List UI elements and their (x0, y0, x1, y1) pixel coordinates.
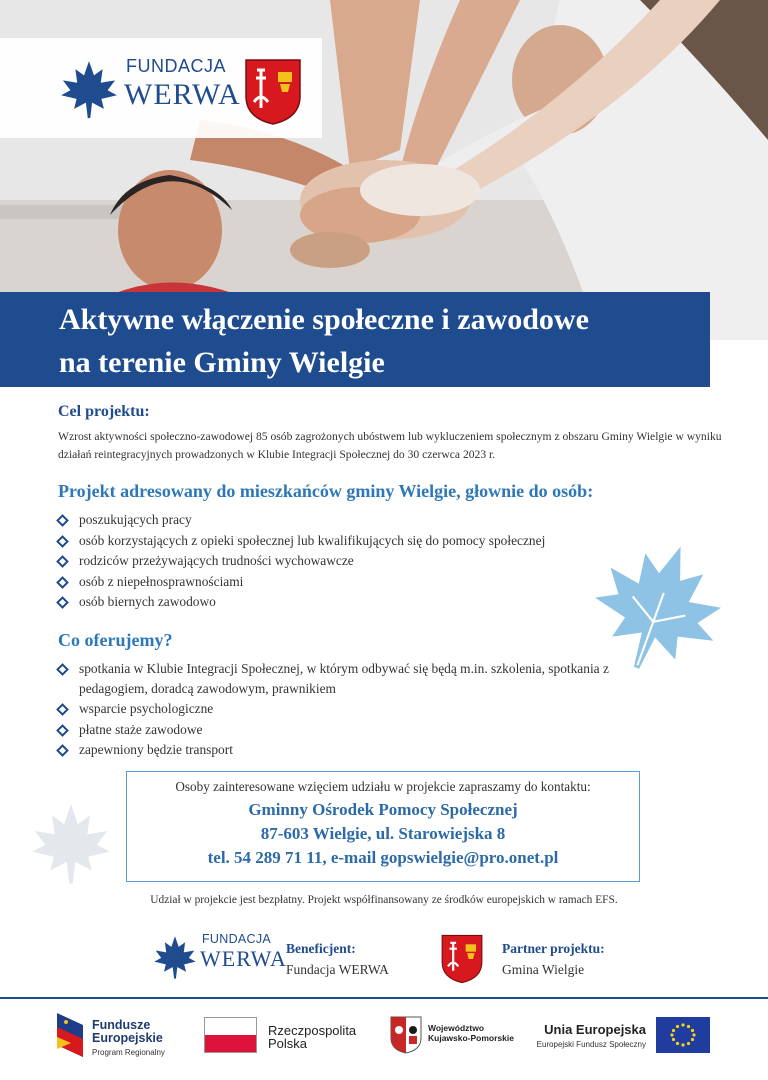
target-list (58, 510, 545, 613)
polish-flag-icon (204, 1017, 257, 1053)
fe-line-3: Program Regionalny (92, 1048, 165, 1057)
fe-line-2: Europejskie (92, 1031, 163, 1045)
maple-leaf-watermark-icon (28, 800, 114, 886)
target-heading: Projekt adresowany do mieszkańców gminy Wielgie, głownie do osób: (58, 481, 594, 501)
logo-fundacja-text: FUNDACJA (202, 932, 272, 946)
contact-address: 87-603 Wielgie, ul. Starowiejska 8 (260, 824, 506, 843)
kujawsko-pomorskie-logo (428, 1023, 514, 1043)
goal-text: Wzrost aktywności społeczno-zawodowej 85 osób zagrożonych ubóstwem lub wykluczeniem społecznym z obszaru Gminy Wielgie w wyniku działań reintegracyjnych prowadzonych w Klubie Integracji Społecznej do 30 czerwca 2023 r. (58, 430, 722, 461)
beneficiary-logo (152, 930, 287, 988)
unia-europejska-logo (530, 1023, 646, 1049)
list-item (58, 572, 545, 593)
diamond-bullet-icon (56, 514, 69, 527)
partner-info (502, 939, 605, 981)
kujawsko-pomorskie-crest-icon (390, 1016, 422, 1054)
list-item-text: rodziców przeżywających trudności wychowawcze (79, 553, 354, 568)
contact-phone-email[interactable]: tel. 54 289 71 11, e-mail gopswielgie@pro.onet.pl (207, 848, 559, 867)
coat-of-arms-icon (440, 934, 484, 984)
contact-organization: Gminny Ośrodek Pomocy Społecznej (248, 800, 518, 819)
offer-list (58, 659, 618, 761)
logo-werwa-text: WERWA (124, 78, 241, 111)
diamond-bullet-icon (56, 576, 69, 589)
diamond-bullet-icon (56, 535, 69, 548)
diamond-bullet-icon (56, 663, 69, 676)
logo-fundacja-text: FUNDACJA (126, 56, 227, 76)
list-item-text: osób korzystających z opieki społecznej lub kwalifikujących się do pomocy społecznej (79, 532, 546, 548)
list-item-text: poszukujących pracy (79, 512, 192, 527)
list-item (58, 531, 545, 552)
diamond-bullet-icon (56, 555, 69, 568)
list-item-text: osób z niepełnosprawnościami (79, 573, 244, 589)
fundusze-europejskie-logo (92, 1019, 165, 1057)
fe-line-1: Fundusze (92, 1018, 151, 1032)
diamond-bullet-icon (56, 596, 69, 609)
maple-leaf-decoration-icon (588, 536, 730, 676)
page-title (59, 298, 699, 384)
maple-leaf-icon (58, 58, 120, 120)
rp-line-1: Rzeczpospolita (268, 1023, 357, 1038)
list-item (58, 510, 545, 531)
diamond-bullet-icon (56, 724, 69, 737)
beneficiary-info (286, 939, 389, 981)
list-item-text: zapewniony będzie transport (79, 742, 233, 757)
list-item (58, 551, 545, 572)
rzeczpospolita-logo (268, 1024, 356, 1050)
fundusze-europejskie-icon (57, 1013, 83, 1057)
logo-werwa-text: WERWA (200, 946, 287, 971)
list-item (58, 699, 618, 720)
partner-label: Partner projektu: (502, 941, 605, 956)
diamond-bullet-icon (56, 703, 69, 716)
contact-intro: Osoby zainteresowane wzięciem udziału w projekcie zapraszamy do kontaktu: (175, 779, 591, 794)
beneficiary-label: Beneficjent: (286, 941, 356, 956)
title-banner (0, 292, 710, 387)
title-line-1: Aktywne włączenie społeczne i zawodowe (59, 303, 589, 336)
eu-flag-icon (656, 1017, 710, 1053)
coat-of-arms-icon (244, 58, 302, 126)
maple-leaf-icon (152, 934, 198, 980)
diamond-bullet-icon (56, 744, 69, 757)
list-item (58, 740, 618, 761)
ue-line-2: Europejski Fundusz Społeczny (536, 1040, 646, 1049)
goal-heading: Cel projektu: (58, 403, 150, 420)
list-item (58, 659, 618, 699)
funding-footer (0, 997, 768, 1080)
list-item-text: osób biernych zawodowo (79, 594, 216, 609)
contact-box (126, 771, 640, 882)
title-line-2: na terenie Gminy Wielgie (59, 346, 385, 379)
kp-line-1: Województwo (428, 1023, 485, 1033)
list-item (58, 720, 618, 741)
list-item-text: spotkania w Klubie Integracji Społecznej, w którym odbywać się będą m.in. szkolenia, spotkania z pedagogiem, doradcą zawodowym, prawnikiem (79, 661, 609, 696)
beneficiary-value: Fundacja WERWA (286, 962, 389, 977)
list-item-text: wsparcie psychologiczne (79, 701, 214, 716)
kp-line-2: Kujawsko-Pomorskie (428, 1033, 514, 1043)
free-participation-note: Udział w projekcie jest bezpłatny. Projekt współfinansowany ze środków europejskich w ramach EFS. (150, 894, 618, 906)
offer-heading: Co oferujemy? (58, 630, 173, 650)
partner-value: Gmina Wielgie (502, 962, 585, 977)
list-item (58, 592, 545, 613)
fundacja-werwa-logo (58, 54, 241, 130)
rp-line-2: Polska (268, 1036, 308, 1051)
ue-line-1: Unia Europejska (544, 1022, 646, 1037)
list-item-text: płatne staże zawodowe (79, 721, 203, 737)
